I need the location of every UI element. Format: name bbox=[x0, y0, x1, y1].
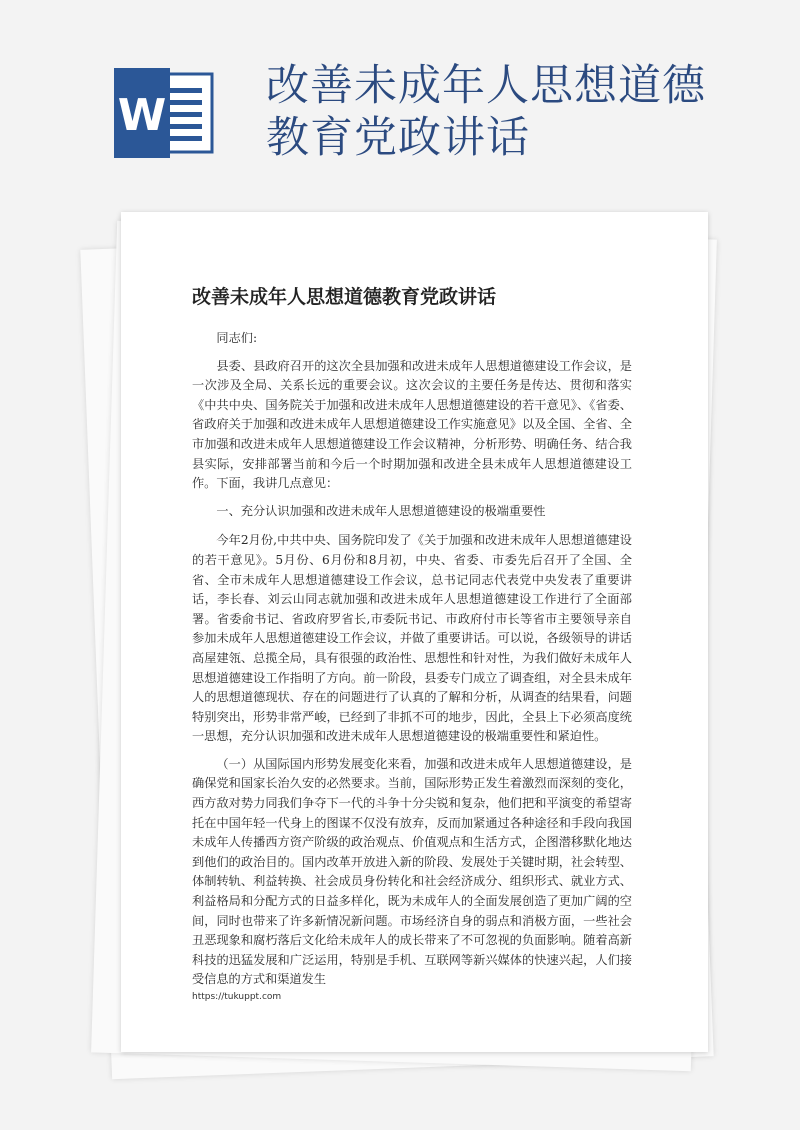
word-document-icon bbox=[112, 68, 216, 158]
banner-title bbox=[266, 60, 786, 164]
document-page bbox=[121, 212, 708, 1052]
document-body bbox=[192, 329, 632, 998]
footer-url[interactable]: https://tukuppt.com bbox=[192, 992, 282, 1002]
document-title: 改善未成年人思想道德教育党政讲话 bbox=[192, 286, 497, 308]
salutation: 同志们: bbox=[216, 331, 258, 345]
header-banner bbox=[0, 0, 800, 200]
section-heading: 一、充分认识加强和改进未成年人思想道德建设的极端重要性 bbox=[216, 503, 546, 518]
word-icon-letter: W bbox=[117, 90, 167, 141]
body-paragraph: 县委、县政府召开的这次全县加强和改进未成年人思想道德建设工作会议，是一次涉及全局、关系长远的重要会议。这次会议的主要任务是传达、贯彻和落实《中共中央、国务院关于加强和改进未成年人思想道德建设的若干意见》、《省委、省政府关于加强和改进未成年人思想道德建设工作实施意见》以及全国、全省、全市加强和改进未成年人思想道德建设工作会议精神，分析形势、明确任务、结合我县实际，安排部署当前和今后一个时期加强和改进全县未成年人思想道德建设工作。下面，我讲几点意见： bbox=[192, 358, 632, 491]
body-paragraph: （一）从国际国内形势发展变化来看，加强和改进未成年人思想道德建设，是确保党和国家长治久安的必然要求。当前，国际形势正发生着激烈而深刻的变化，西方敌对势力同我们争夺下一代的斗争十分尖锐和复杂，他们把和平演变的希望寄托在中国年轻一代身上的图谋不仅没有放弃，反而加紧通过各种途径和手段向我国未成年人传播西方资产阶级的政治观点、价值观点和生活方式，企图潜移默化地达到他们的政治目的。国内改革开放进入新的阶段、发展处于关键时期，社会转型、体制转轨、利益转换、社会成员身份转化和社会经济成分、组织形式、就业方式、利益格局和分配方式的日益多样化，既为未成年人的全面发展创造了更加广阔的空间，同时也带来了许多新情况新问题。市场经济自身的弱点和消极方面，一些社会丑恶现象和腐朽落后文化给未成年人的成长带来了不可忽视的负面影响。随着高新科技的迅猛发展和广泛运用，特别是手机、互联网等新兴媒体的快速兴起，人们接受信息的方式和渠道发生 bbox=[192, 756, 632, 987]
banner-title-line2: 教育党政讲话 bbox=[266, 113, 530, 163]
body-paragraph: 今年2月份,中共中央、国务院印发了《关于加强和改进未成年人思想道德建设的若干意见》。5月份、6月份和8月初，中央、省委、市委先后召开了全国、全省、全市未成年人思想道德建设工作会议，总书记同志代表党中央发表了重要讲话，李长春、刘云山同志就加强和改进未成年人思想道德建设工作进行了全面部署。省委俞书记、省政府罗省长,市委阮书记、市政府付市长等省市主要领导亲自参加未成年人思想道德建设工作会议，并做了重要讲话。可以说，各级领导的讲话高屋建瓴、总揽全局，具有很强的政治性、思想性和针对性，为我们做好未成年人思想道德建设工作指明了方向。前一阶段，县委专门成立了调查组，对全县未成年人的思想道德现状、存在的问题进行了认真的了解和分析，从调查的结果看，问题特别突出，形势非常严峻，已经到了非抓不可的地步，因此，全县上下必须高度统一思想，充分认识加强和改进未成年人思想道德建设的极端重要性和紧迫性。 bbox=[192, 533, 632, 744]
banner-title-line1: 改善未成年人思想道德 bbox=[266, 61, 706, 111]
